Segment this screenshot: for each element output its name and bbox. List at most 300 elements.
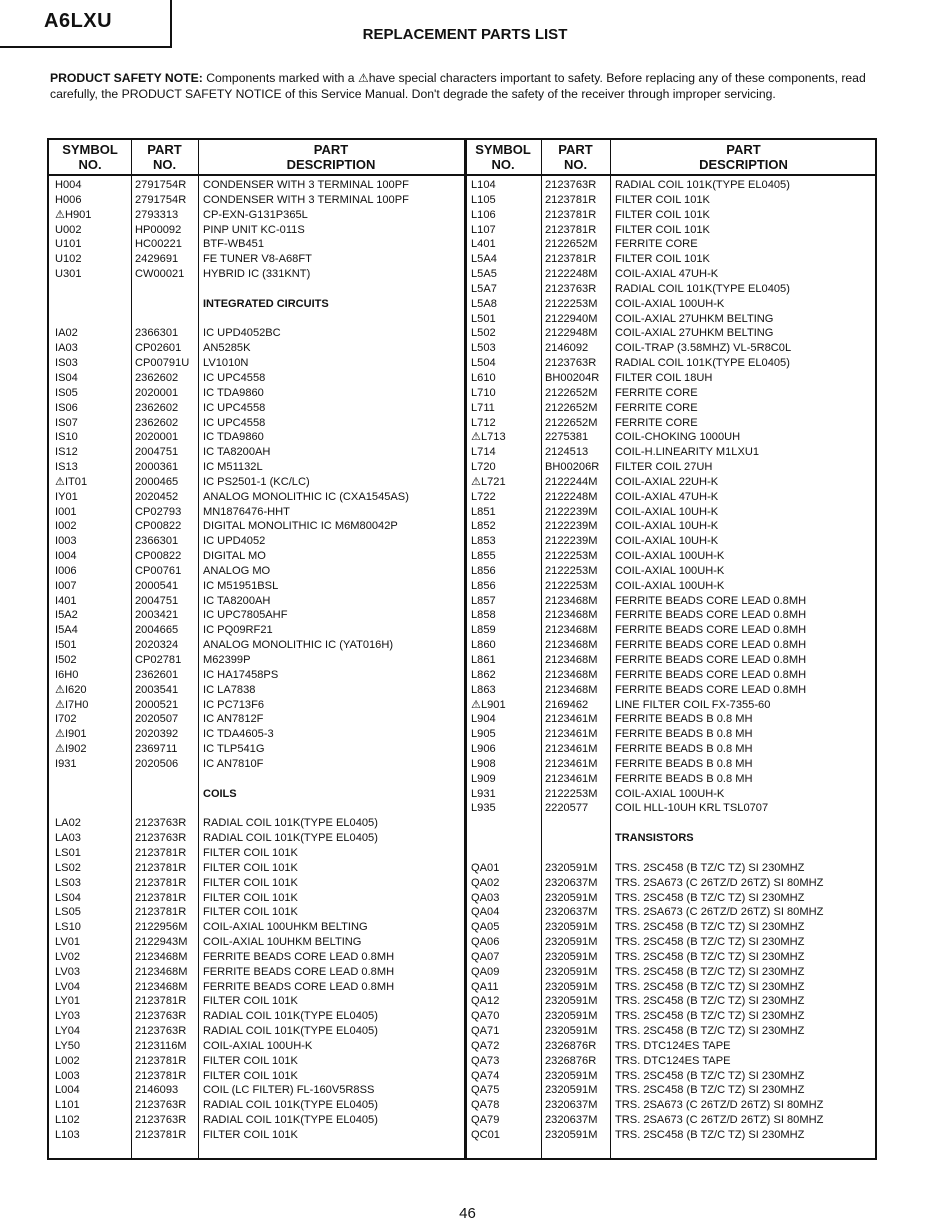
part-number-cell: BH00204R xyxy=(545,371,600,384)
table-row xyxy=(465,757,877,772)
table-row xyxy=(465,712,877,727)
symbol-cell: L5A5 xyxy=(471,268,497,281)
description-cell: FILTER COIL 101K xyxy=(203,995,298,1008)
symbol-cell: LS03 xyxy=(55,876,81,889)
part-number-cell: 2004665 xyxy=(135,624,179,637)
part-number-cell: 2123781R xyxy=(545,223,597,236)
description-cell: COIL-AXIAL 100UH-K xyxy=(203,1039,313,1052)
symbol-cell: L5A8 xyxy=(471,297,497,310)
symbol-cell: LA03 xyxy=(55,832,81,845)
description-cell: COIL-AXIAL 100UH-K xyxy=(615,297,725,310)
part-number-cell: 2320637M xyxy=(545,906,598,919)
part-number-cell: 2320591M xyxy=(545,995,598,1008)
part-number-cell: 2123781R xyxy=(135,861,187,874)
table-row xyxy=(465,994,877,1009)
symbol-cell: L004 xyxy=(55,1084,80,1097)
symbol-cell: LS05 xyxy=(55,906,81,919)
description-cell: LINE FILTER COIL FX-7355-60 xyxy=(615,698,771,711)
symbol-cell: IA03 xyxy=(55,342,78,355)
description-cell: TRS. 2SC458 (B TZ/C TZ) SI 230MHZ xyxy=(615,891,805,904)
part-number-cell: 2366301 xyxy=(135,327,179,340)
part-number-cell: 2320591M xyxy=(545,1069,598,1082)
symbol-cell: U301 xyxy=(55,268,82,281)
symbol-cell: L931 xyxy=(471,787,496,800)
table-row xyxy=(465,356,877,371)
description-cell: TRS. 2SC458 (B TZ/C TZ) SI 230MHZ xyxy=(615,980,805,993)
description-cell: MN1876476-HHT xyxy=(203,505,290,518)
description-cell: FILTER COIL 101K xyxy=(203,1069,298,1082)
table-row xyxy=(49,757,464,772)
table-row xyxy=(465,861,877,876)
part-number-cell: 2122253M xyxy=(545,550,598,563)
part-number-cell: 2124513 xyxy=(545,446,589,459)
symbol-cell: LV03 xyxy=(55,965,81,978)
table-row xyxy=(49,920,464,935)
header-rule xyxy=(49,174,875,176)
description-cell: FERRITE BEADS CORE LEAD 0.8MH xyxy=(203,950,395,963)
description-cell: IC TDA9860 xyxy=(203,431,264,444)
table-row xyxy=(465,490,877,505)
description-cell: FERRITE BEADS CORE LEAD 0.8MH xyxy=(615,668,807,681)
table-row xyxy=(465,772,877,787)
description-cell: IC TA8200AH xyxy=(203,446,271,459)
description-cell: COIL-AXIAL 10UHKM BELTING xyxy=(203,936,362,949)
part-number-cell: CP00822 xyxy=(135,550,182,563)
table-row xyxy=(49,638,464,653)
table-row xyxy=(465,831,877,846)
symbol-cell: L710 xyxy=(471,386,496,399)
description-cell: CONDENSER WITH 3 TERMINAL 100PF xyxy=(203,179,409,191)
part-number-cell: 2122253M xyxy=(545,579,598,592)
part-number-cell: 2320591M xyxy=(545,1129,598,1141)
part-number-cell: 2320591M xyxy=(545,936,598,949)
part-number-cell: 2122948M xyxy=(545,327,598,340)
part-number-cell: 2122652M xyxy=(545,386,598,399)
description-cell: BTF-WB451 xyxy=(203,238,265,251)
symbol-cell: I5A2 xyxy=(55,609,78,622)
description-cell: COIL-AXIAL 10UH-K xyxy=(615,520,719,533)
symbol-cell: L501 xyxy=(471,312,496,325)
page-title: REPLACEMENT PARTS LIST xyxy=(362,26,568,43)
part-number-cell: 2123781R xyxy=(545,253,597,266)
description-cell: FERRITE BEADS CORE LEAD 0.8MH xyxy=(615,609,807,622)
symbol-cell: L105 xyxy=(471,193,496,206)
symbol-cell: LY50 xyxy=(55,1039,81,1052)
description-cell: FILTER COIL 101K xyxy=(203,906,298,919)
description-cell: IC UPD4052BC xyxy=(203,327,281,340)
table-row xyxy=(465,252,877,267)
table-row xyxy=(49,742,464,757)
symbol-cell: L852 xyxy=(471,520,496,533)
table-row xyxy=(49,490,464,505)
part-number-cell: 2020324 xyxy=(135,639,179,652)
description-cell: FERRITE BEADS CORE LEAD 0.8MH xyxy=(203,980,395,993)
section-heading: COILS xyxy=(203,787,237,800)
table-row xyxy=(49,549,464,564)
description-cell: COIL (LC FILTER) FL-160V5R8SS xyxy=(203,1084,375,1097)
part-number-cell: 2123468M xyxy=(135,950,188,963)
symbol-cell: I6H0 xyxy=(55,668,79,681)
table-row xyxy=(49,816,464,831)
description-cell: FERRITE CORE xyxy=(615,386,698,399)
description-cell: IC M51132L xyxy=(203,461,263,474)
part-number-cell: 2320591M xyxy=(545,1084,598,1097)
symbol-cell: IS04 xyxy=(55,371,78,384)
symbol-cell: I002 xyxy=(55,520,77,533)
part-number-cell: 2020001 xyxy=(135,431,179,444)
part-number-cell: 2123763R xyxy=(545,357,597,370)
description-cell: FERRITE BEADS B 0.8 MH xyxy=(615,713,753,726)
table-row xyxy=(49,876,464,891)
description-cell: FERRITE BEADS B 0.8 MH xyxy=(615,743,753,756)
part-number-cell: 2220577 xyxy=(545,802,589,815)
part-number-cell: BH00206R xyxy=(545,461,600,474)
description-cell: RADIAL COIL 101K(TYPE EL0405) xyxy=(615,357,790,370)
part-number-cell: HP00092 xyxy=(135,223,182,236)
part-number-cell: 2320637M xyxy=(545,876,598,889)
description-cell: COIL-CHOKING 1000UH xyxy=(615,431,741,444)
table-row xyxy=(49,594,464,609)
part-number-cell: 2123468M xyxy=(545,683,598,696)
description-cell: IC UPC4558 xyxy=(203,416,266,429)
description-cell: COIL-H.LINEARITY M1LXU1 xyxy=(615,446,760,459)
symbol-cell: QA01 xyxy=(471,861,500,874)
table-row xyxy=(465,371,877,386)
part-number-cell: 2123461M xyxy=(545,728,598,741)
description-cell: COIL-AXIAL 47UH-K xyxy=(615,268,719,281)
description-cell: TRS. 2SC458 (B TZ/C TZ) SI 230MHZ xyxy=(615,995,805,1008)
table-row xyxy=(49,846,464,861)
left-rows xyxy=(49,178,464,1143)
part-number-cell: 2123781R xyxy=(545,193,597,206)
table-row xyxy=(49,178,464,193)
part-number-cell: 2362601 xyxy=(135,668,179,681)
description-cell: IC UPD4052 xyxy=(203,535,266,548)
table-row xyxy=(465,846,877,861)
table-row xyxy=(465,401,877,416)
table-row xyxy=(49,341,464,356)
part-number-cell: 2122652M xyxy=(545,416,598,429)
table-row xyxy=(49,965,464,980)
description-cell: FILTER COIL 101K xyxy=(203,861,298,874)
table-row xyxy=(465,698,877,713)
symbol-cell: L856 xyxy=(471,564,496,577)
part-number-cell: 2362602 xyxy=(135,416,179,429)
description-cell: TRS. 2SA673 (C 26TZ/D 26TZ) SI 80MHZ xyxy=(615,1114,824,1127)
symbol-cell: IS03 xyxy=(55,357,78,370)
part-number-cell: 2320591M xyxy=(545,1010,598,1023)
description-cell: RADIAL COIL 101K(TYPE EL0405) xyxy=(203,1025,378,1038)
table-row xyxy=(465,980,877,995)
table-row xyxy=(49,891,464,906)
table-row xyxy=(49,564,464,579)
table-row xyxy=(465,579,877,594)
description-cell: FE TUNER V8-A68FT xyxy=(203,253,312,266)
description-cell: CONDENSER WITH 3 TERMINAL 100PF xyxy=(203,193,409,206)
symbol-cell: L858 xyxy=(471,609,496,622)
part-number-cell: 2020392 xyxy=(135,728,179,741)
symbol-cell: L5A7 xyxy=(471,282,497,295)
table-row xyxy=(465,816,877,831)
description-cell: IC HA17458PS xyxy=(203,668,279,681)
symbol-cell: IA02 xyxy=(55,327,78,340)
symbol-cell: QA79 xyxy=(471,1114,500,1127)
symbol-cell: LY04 xyxy=(55,1025,81,1038)
safety-note-text-before: Components marked with a xyxy=(202,71,358,85)
header-symbol-right: SYMBOL NO. xyxy=(475,142,531,172)
description-cell: FILTER COIL 101K xyxy=(203,1129,298,1141)
symbol-cell: L106 xyxy=(471,208,496,221)
table-row xyxy=(465,1083,877,1098)
description-cell: COIL-AXIAL 100UH-K xyxy=(615,787,725,800)
part-number-cell: 2320637M xyxy=(545,1099,598,1112)
part-number-cell: 2362602 xyxy=(135,401,179,414)
table-row xyxy=(465,1039,877,1054)
description-cell: TRS. 2SC458 (B TZ/C TZ) SI 230MHZ xyxy=(615,1069,805,1082)
table-row xyxy=(465,430,877,445)
part-number-cell: 2429691 xyxy=(135,253,179,266)
part-number-cell: 2123781R xyxy=(135,876,187,889)
table-row xyxy=(49,1009,464,1024)
description-cell: PINP UNIT KC-011S xyxy=(203,223,305,236)
symbol-cell: I502 xyxy=(55,654,77,666)
part-number-cell: 2123781R xyxy=(135,846,187,859)
symbol-cell: QC01 xyxy=(471,1129,500,1141)
part-number-cell: 2122943M xyxy=(135,936,188,949)
symbol-cell: QA11 xyxy=(471,980,499,993)
symbol-cell: QA05 xyxy=(471,921,500,934)
symbol-cell: I007 xyxy=(55,579,77,592)
symbol-cell: H004 xyxy=(55,179,82,191)
part-number-cell: 2122956M xyxy=(135,921,188,934)
symbol-cell: I004 xyxy=(55,550,77,563)
symbol-cell: L859 xyxy=(471,624,496,637)
symbol-cell: L905 xyxy=(471,728,496,741)
table-row xyxy=(49,475,464,490)
symbol-cell: ⚠IT01 xyxy=(55,475,88,488)
symbol-cell: L714 xyxy=(471,446,496,459)
description-cell: IC UPC4558 xyxy=(203,371,266,384)
part-number-cell: 2000521 xyxy=(135,698,179,711)
part-number-cell: 2004751 xyxy=(135,446,179,459)
table-row xyxy=(49,252,464,267)
symbol-cell: U101 xyxy=(55,238,82,251)
symbol-cell: QA07 xyxy=(471,950,500,963)
symbol-cell: L503 xyxy=(471,342,496,355)
header-desc-right: PART DESCRIPTION xyxy=(699,142,788,172)
part-number-cell: CP00791U xyxy=(135,357,190,370)
part-number-cell: 2146092 xyxy=(545,342,589,355)
symbol-cell: LS02 xyxy=(55,861,81,874)
table-row xyxy=(49,356,464,371)
symbol-cell: L908 xyxy=(471,757,496,770)
symbol-cell: L502 xyxy=(471,327,496,340)
part-number-cell: 2004751 xyxy=(135,594,179,607)
description-cell: IC UPC7805AHF xyxy=(203,609,288,622)
description-cell: COIL-TRAP (3.58MHZ) VL-5R8C0L xyxy=(615,342,792,355)
table-row xyxy=(465,223,877,238)
header-symbol-left: SYMBOL NO. xyxy=(62,142,118,172)
symbol-cell: QA70 xyxy=(471,1010,500,1023)
table-row xyxy=(465,742,877,757)
symbol-cell: L504 xyxy=(471,357,496,370)
part-number-cell: 2320637M xyxy=(545,1114,598,1127)
table-row xyxy=(49,401,464,416)
symbol-cell: L102 xyxy=(55,1114,80,1127)
symbol-cell: IS10 xyxy=(55,431,78,444)
part-number-cell: 2123468M xyxy=(545,668,598,681)
symbol-cell: U102 xyxy=(55,253,82,266)
symbol-cell: H006 xyxy=(55,193,82,206)
table-row xyxy=(49,935,464,950)
table-row xyxy=(49,608,464,623)
description-cell: FERRITE BEADS CORE LEAD 0.8MH xyxy=(615,594,807,607)
part-number-cell: CP00761 xyxy=(135,564,182,577)
part-number-cell: 2003421 xyxy=(135,609,179,622)
symbol-cell: IS07 xyxy=(55,416,78,429)
symbol-cell: L856 xyxy=(471,579,496,592)
header-desc-left: PART DESCRIPTION xyxy=(286,142,376,172)
table-row xyxy=(465,935,877,950)
symbol-cell: L720 xyxy=(471,461,496,474)
description-cell: RADIAL COIL 101K(TYPE EL0405) xyxy=(203,1010,378,1023)
table-row xyxy=(49,326,464,341)
part-number-cell: 2122239M xyxy=(545,520,598,533)
table-row xyxy=(465,505,877,520)
symbol-cell: I006 xyxy=(55,564,77,577)
table-row xyxy=(49,831,464,846)
part-number-cell: 2123781R xyxy=(135,1129,187,1141)
table-row xyxy=(49,994,464,1009)
description-cell: ANALOG MONOLITHIC IC (YAT016H) xyxy=(203,639,394,652)
symbol-cell: L610 xyxy=(471,371,496,384)
table-row xyxy=(465,891,877,906)
part-number-cell: 2123763R xyxy=(135,1025,187,1038)
description-cell: IC AN7810F xyxy=(203,757,264,770)
part-number-cell: 2123468M xyxy=(135,965,188,978)
table-row xyxy=(49,772,464,787)
description-cell: IC TDA9860 xyxy=(203,386,264,399)
table-row xyxy=(465,1024,877,1039)
description-cell: TRS. 2SC458 (B TZ/C TZ) SI 230MHZ xyxy=(615,1010,805,1023)
header-part-right: PART NO. xyxy=(558,142,593,172)
table-row xyxy=(465,297,877,312)
symbol-cell: ⚠I7H0 xyxy=(55,698,89,711)
description-cell: TRS. 2SC458 (B TZ/C TZ) SI 230MHZ xyxy=(615,1084,805,1097)
description-cell: COIL-AXIAL 100UH-K xyxy=(615,564,725,577)
symbol-cell: U002 xyxy=(55,223,82,236)
symbol-cell: IY01 xyxy=(55,490,78,503)
table-row xyxy=(465,237,877,252)
table-row xyxy=(49,519,464,534)
description-cell: RADIAL COIL 101K(TYPE EL0405) xyxy=(615,179,790,191)
description-cell: IC TLP541G xyxy=(203,743,265,756)
symbol-cell: L101 xyxy=(55,1099,80,1112)
table-row xyxy=(49,1083,464,1098)
part-number-cell: 2000465 xyxy=(135,475,179,488)
table-row xyxy=(49,371,464,386)
table-row xyxy=(465,638,877,653)
description-cell: FERRITE CORE xyxy=(615,416,698,429)
description-cell: COIL-AXIAL 22UH-K xyxy=(615,475,719,488)
part-number-cell: 2123461M xyxy=(545,743,598,756)
description-cell: FERRITE BEADS CORE LEAD 0.8MH xyxy=(615,624,807,637)
symbol-cell: ⚠H901 xyxy=(55,208,92,221)
part-number-cell: 2366301 xyxy=(135,535,179,548)
table-row xyxy=(49,208,464,223)
description-cell: CP-EXN-G131P365L xyxy=(203,208,308,221)
description-cell: RADIAL COIL 101K(TYPE EL0405) xyxy=(203,1114,378,1127)
parts-table xyxy=(47,138,877,1160)
symbol-cell: QA74 xyxy=(471,1069,500,1082)
table-row xyxy=(465,326,877,341)
description-cell: TRS. 2SC458 (B TZ/C TZ) SI 230MHZ xyxy=(615,1025,805,1038)
description-cell: COIL-AXIAL 100UH-K xyxy=(615,579,725,592)
symbol-cell: L906 xyxy=(471,743,496,756)
part-number-cell: 2020452 xyxy=(135,490,179,503)
table-row xyxy=(465,475,877,490)
description-cell: IC PS2501-1 (KC/LC) xyxy=(203,475,310,488)
description-cell: TRS. 2SA673 (C 26TZ/D 26TZ) SI 80MHZ xyxy=(615,906,824,919)
part-number-cell: 2326876R xyxy=(545,1039,597,1052)
symbol-cell: L860 xyxy=(471,639,496,652)
table-row xyxy=(465,193,877,208)
part-number-cell: 2123461M xyxy=(545,713,598,726)
description-cell: TRS. 2SA673 (C 26TZ/D 26TZ) SI 80MHZ xyxy=(615,1099,824,1112)
description-cell: IC TDA4605-3 xyxy=(203,728,274,741)
symbol-cell: L711 xyxy=(471,401,495,414)
part-number-cell: 2123461M xyxy=(545,757,598,770)
part-number-cell: 2146093 xyxy=(135,1084,179,1097)
part-number-cell: 2003541 xyxy=(135,683,179,696)
description-cell: FERRITE BEADS B 0.8 MH xyxy=(615,728,753,741)
table-row xyxy=(465,534,877,549)
table-row xyxy=(49,445,464,460)
symbol-cell: L722 xyxy=(471,490,496,503)
description-cell: FERRITE BEADS B 0.8 MH xyxy=(615,772,753,785)
symbol-cell: L855 xyxy=(471,550,496,563)
symbol-cell: L107 xyxy=(471,223,496,236)
part-number-cell: 2123468M xyxy=(545,624,598,637)
symbol-cell: IS12 xyxy=(55,446,78,459)
symbol-cell: LY03 xyxy=(55,1010,81,1023)
part-number-cell: 2000541 xyxy=(135,579,179,592)
table-row xyxy=(49,727,464,742)
part-number-cell: 2123763R xyxy=(135,832,187,845)
description-cell: IC PQ09RF21 xyxy=(203,624,273,637)
table-row xyxy=(465,727,877,742)
table-row xyxy=(465,905,877,920)
description-cell: TRS. 2SA673 (C 26TZ/D 26TZ) SI 80MHZ xyxy=(615,876,824,889)
section-heading: TRANSISTORS xyxy=(615,832,694,845)
part-number-cell: 2320591M xyxy=(545,980,598,993)
symbol-cell: QA02 xyxy=(471,876,500,889)
symbol-cell: ⚠L713 xyxy=(471,431,506,444)
part-number-cell: 2275381 xyxy=(545,431,589,444)
description-cell: RADIAL COIL 101K(TYPE EL0405) xyxy=(203,817,378,830)
description-cell: RADIAL COIL 101K(TYPE EL0405) xyxy=(203,1099,378,1112)
part-number-cell: 2123781R xyxy=(135,1054,187,1067)
table-row xyxy=(465,178,877,193)
description-cell: IC UPC4558 xyxy=(203,401,266,414)
description-cell: TRS. 2SC458 (B TZ/C TZ) SI 230MHZ xyxy=(615,1129,805,1141)
part-number-cell: 2122253M xyxy=(545,787,598,800)
symbol-cell: L857 xyxy=(471,594,496,607)
part-number-cell: 2369711 xyxy=(135,743,178,756)
table-row xyxy=(49,237,464,252)
description-cell: TRS. 2SC458 (B TZ/C TZ) SI 230MHZ xyxy=(615,950,805,963)
table-row xyxy=(49,430,464,445)
